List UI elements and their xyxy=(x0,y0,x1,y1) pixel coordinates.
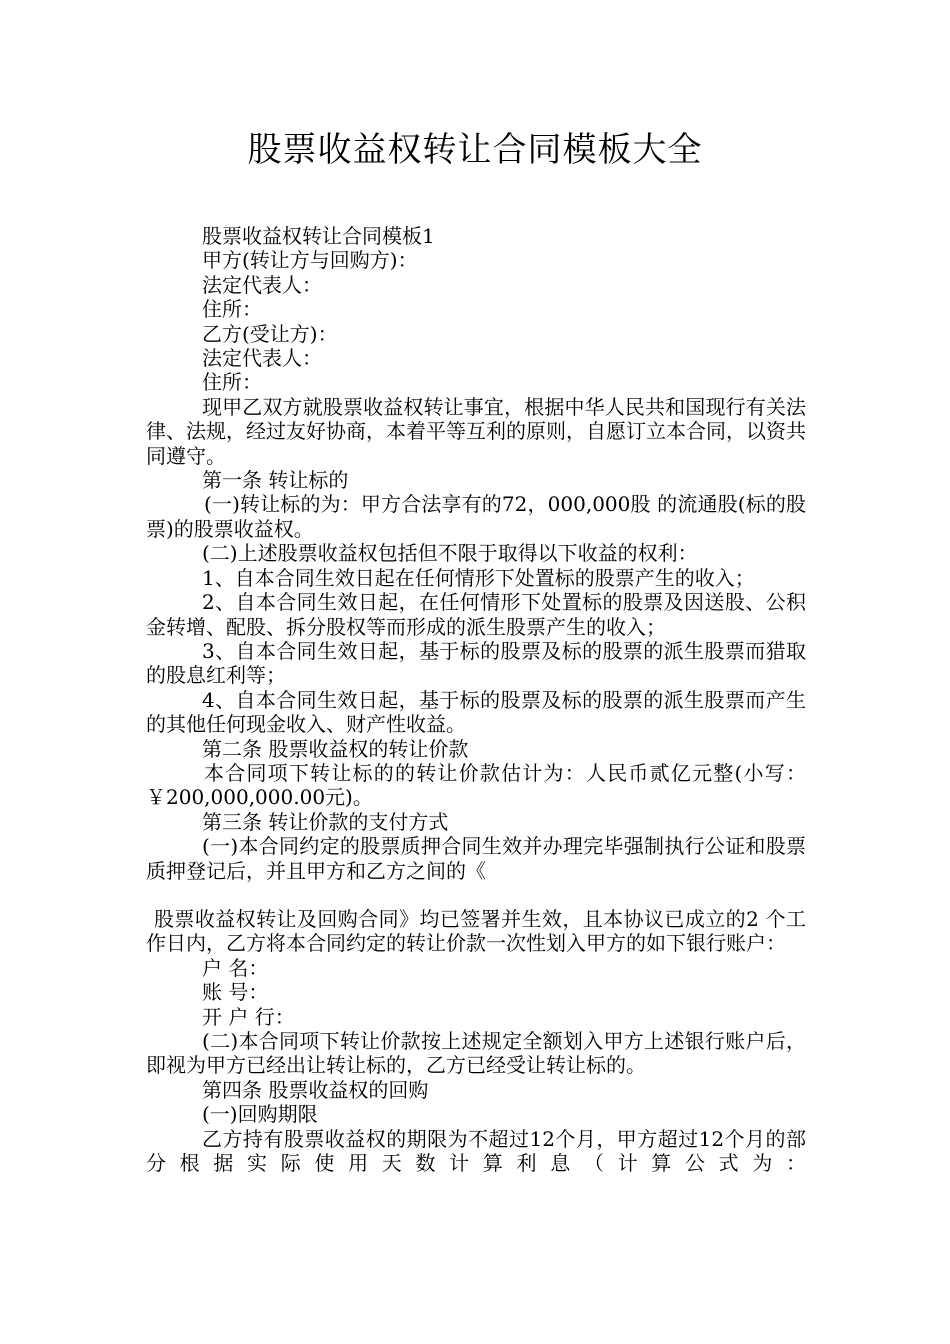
article-1-heading: 第一条 转让标的 xyxy=(202,468,349,493)
article-4-heading: 第四条 股票收益权的回购 xyxy=(202,1077,429,1102)
party-b-line: 乙方(受让方)： xyxy=(202,321,338,346)
article-2-paragraph: 本合同项下转让标的的转让价款估计为：人民币贰亿元整(小写：￥200,000,000.00元)。 xyxy=(146,760,806,810)
contract-heading: 股票收益权转让合同模板1 xyxy=(202,224,435,248)
article-2-heading: 第二条 股票收益权的转让价款 xyxy=(202,736,469,761)
account-bank-line: 开 户 行： xyxy=(202,1004,295,1029)
article-1-item-4: 4、自本合同生效日起，基于标的股票及标的股票的派生股票而产生的其他任何现金收入、财产性收益。 xyxy=(146,687,806,737)
document-body xyxy=(146,224,806,1175)
article-1-item-3: 3、自本合同生效日起，基于标的股票及标的股票的派生股票而猎取的股息红利等； xyxy=(146,638,806,688)
article-3-clause-1-continued: 股票收益权转让及回购合同》均已签署并生效，且本协议已成立的2 个工作日内，乙方将本合同约定的转让价款一次性划入甲方的如下银行账户： xyxy=(146,906,806,956)
document-title: 股票收益权转让合同模板大全 xyxy=(247,130,703,170)
preamble-paragraph: 现甲乙双方就股票收益权转让事宜，根据中华人民共和国现行有关法律、法规，经过友好协商，本着平等互利的原则，自愿订立本合同，以资共同遵守。 xyxy=(146,394,806,468)
article-1-item-1: 1、自本合同生效日起在任何情形下处置标的股票产生的收入； xyxy=(202,565,755,590)
article-3-clause-1: (一)本合同约定的股票质押合同生效并办理完毕强制执行公证和股票质押登记后，并且甲方和乙方之间的《 xyxy=(146,834,806,883)
party-a-address: 住所： xyxy=(202,297,262,322)
party-a-line: 甲方(转让方与回购方)： xyxy=(202,248,418,273)
article-4-clause-1-heading: (一)回购期限 xyxy=(202,1102,318,1127)
article-1-clause-1: (一)转让标的为：甲方合法享有的72，000,000股 的流通股(标的股票)的股票收益权。 xyxy=(146,492,806,541)
account-number-line: 账 号： xyxy=(202,980,269,1005)
blank-line xyxy=(146,883,806,907)
article-1-clause-2: (二)上述股票收益权包括但不限于取得以下收益的权利： xyxy=(202,541,698,566)
article-4-clause-1-text: 乙方持有股票收益权的期限为不超过12个月，甲方超过12个月的部分根据实际使用天数计算利息（计算公式为： xyxy=(146,1126,806,1176)
article-1-item-2: 2、自本合同生效日起，在任何情形下处置标的股票及因送股、公积金转增、配股、拆分股权等而形成的派生股票产生的收入； xyxy=(146,590,806,639)
party-a-representative: 法定代表人： xyxy=(202,272,322,297)
party-b-address: 住所： xyxy=(202,370,262,395)
account-name-line: 户 名： xyxy=(202,955,269,980)
article-3-heading: 第三条 转让价款的支付方式 xyxy=(202,809,449,834)
party-b-representative: 法定代表人： xyxy=(202,346,322,371)
article-3-clause-2: (二)本合同项下转让价款按上述规定全额划入甲方上述银行账户后，即视为甲方已经出让转让标的，乙方已经受让转让标的。 xyxy=(146,1029,806,1078)
